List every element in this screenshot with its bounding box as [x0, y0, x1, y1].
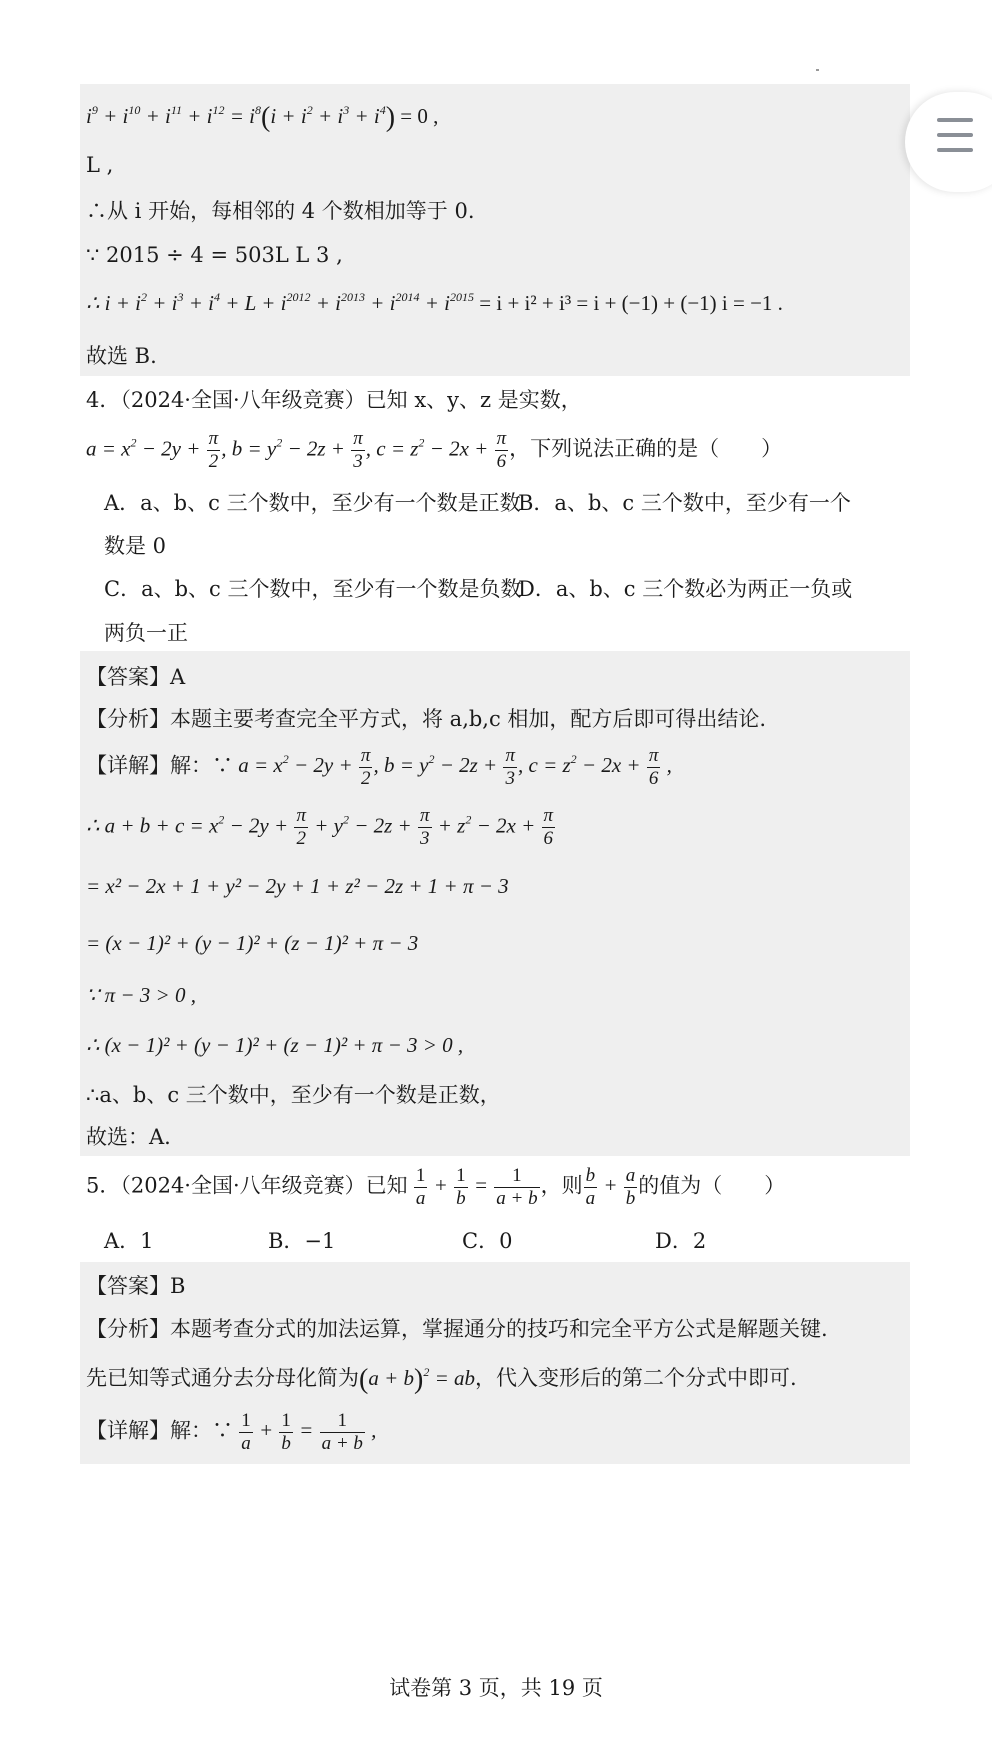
q4-analysis: 【分析】本题主要考查完全平方式，将 a,b,c 相加，配方后即可得出结论. [86, 707, 767, 731]
q4-sum-line: ∴ $a + b + c = x^2 - 2y$ + $\frac{\pi}{2}$ + $y^2 - 2z$ + $\frac{\pi}{3}$ + $z^2 - 2x$ + $\frac{\pi}{6}$ [86, 805, 554, 849]
q3-line-2: L , [86, 153, 114, 177]
q4-option-b: B．a、b、c 三个数中，至少有一个 [518, 491, 851, 515]
q3-line-4: ∵ 2015 ÷ 4 = 503L L 3 , [86, 243, 343, 267]
q5-option-a: A．1 [104, 1229, 154, 1253]
menu-button[interactable] [905, 92, 992, 192]
q3-line-1: $i^9 + i^{10} + i^{11} + i^{12} = i^8(i + i^2 + i^3 + i^4) = 0$ , [86, 102, 439, 133]
q4-answer: 【答案】A [86, 665, 186, 689]
q5-method: 先已知等式通分去分母化简为$(a + b)^2$ = ab，代入变形后的第二个分式中即可. [86, 1364, 797, 1395]
q4-option-c: C．a、b、c 三个数中，至少有一个数是负数 [104, 577, 522, 601]
q5-answer: 【答案】B [86, 1274, 186, 1298]
q4-step-5: ∴a、b、c 三个数中，至少有一个数是正数， [86, 1083, 501, 1107]
q5-option-d: D．2 [655, 1229, 707, 1253]
q5-option-c: C．0 [462, 1229, 513, 1253]
q4-step-1: = x² − 2x + 1 + y² − 2y + 1 + z² − 2z + 1 + π − 3 [86, 874, 509, 898]
speck [816, 69, 819, 71]
q4-given: $a = x^2 - 2y$ + $\frac{\pi}{2}$ , $b = y^2 - 2z$ + $\frac{\pi}{3}$ , $c = z^2 - 2x$ + $\frac{\pi}{6}$ ，下列说法正确的是（ ） [86, 428, 783, 472]
q5-stem: 5．（2024·全国·八年级竞赛）已知 $\frac{1}{a}$ + $\frac{1}{b}$ = $\frac{1}{a + b}$ ，则 $\frac{b}{a}$ + $\frac{a}{b}$ 的值为（ ） [86, 1165, 786, 1209]
q4-detail: 【详解】解：∵ $a = x^2 - 2y$ + $\frac{\pi}{2}$ , $b = y^2 - 2z$ + $\frac{\pi}{3}$ , $c = z^2 - 2x$ + $\frac{\pi}{6}$ , [86, 745, 672, 789]
q4-option-d: D．a、b、c 三个数必为两正一负或 [518, 577, 853, 601]
q3-conclusion: 故选 B. [86, 344, 157, 368]
q3-line-5: ∴ $i + i^2 + i^3 + i^4 + L + i^{2012} + i^{2013} + i^{2014} + i^{2015} = i + i^2 + i^3 = i + (-1) + (-1) i = -1$ . [86, 290, 783, 315]
q4-conclusion: 故选：A. [86, 1125, 171, 1149]
q4-option-d-cont: 两负一正 [104, 621, 188, 645]
q5-detail: 【详解】解：∵ $\frac{1}{a}$ + $\frac{1}{b}$ = $\frac{1}{a + b}$ , [86, 1410, 377, 1454]
q4-step-2: = (x − 1)² + (y − 1)² + (z − 1)² + π − 3 [86, 931, 419, 955]
q4-step-4: ∴ (x − 1)² + (y − 1)² + (z − 1)² + π − 3 > 0 , [86, 1033, 464, 1057]
q4-option-a: A．a、b、c 三个数中，至少有一个数是正数 [104, 491, 521, 515]
page-footer: 试卷第 3 页，共 19 页 [389, 1676, 603, 1700]
q5-option-b: B．−1 [268, 1229, 336, 1253]
menu-icon [937, 118, 973, 122]
q5-analysis: 【分析】本题考查分式的加法运算，掌握通分的技巧和完全平方公式是解题关键. [86, 1317, 828, 1341]
q4-option-b-cont: 数是 0 [104, 534, 167, 558]
q4-step-3: ∵ π − 3 > 0 , [86, 983, 196, 1007]
q4-stem: 4．（2024·全国·八年级竞赛）已知 x、y、z 是实数， [86, 388, 582, 412]
q3-line-3: ∴从 i 开始，每相邻的 4 个数相加等于 0. [86, 199, 475, 223]
